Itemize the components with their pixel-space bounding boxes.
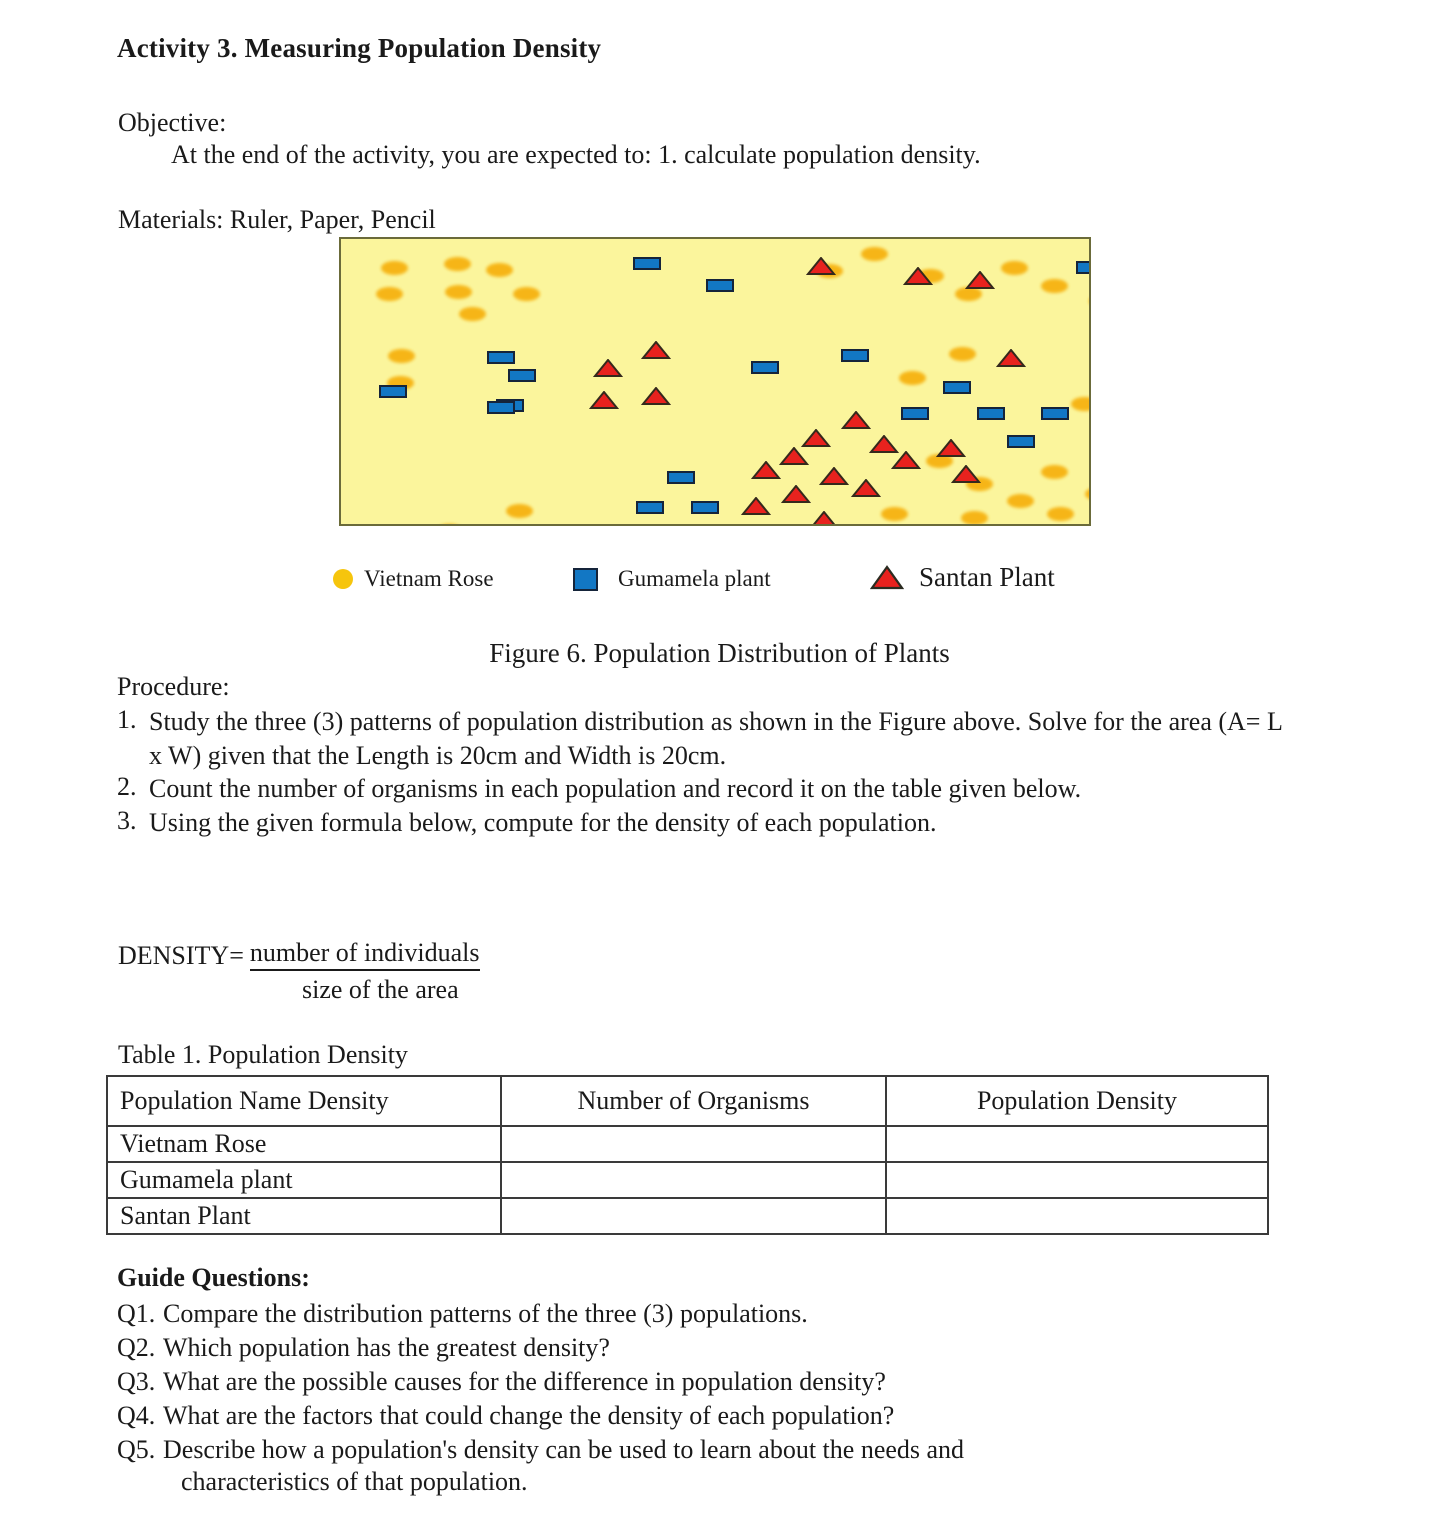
santan-plant-marker: [781, 485, 811, 504]
legend-label: Gumamela plant: [618, 566, 771, 591]
legend-item-vietnam-rose: [333, 566, 494, 592]
legend-label: Santan Plant: [919, 562, 1055, 592]
vietnam-rose-marker: [1089, 294, 1091, 308]
guide-question-number: Q1.: [117, 1299, 156, 1328]
guide-question-text: What are the factors that could change the density of each population?: [163, 1401, 895, 1431]
procedure-number: 2.: [117, 772, 137, 802]
vietnam-rose-marker: [1087, 525, 1091, 526]
gumamela-plant-marker: [487, 401, 515, 414]
procedure-text: Study the three (3) patterns of population distribution as shown in the Figure above. Solve for the area (A= L x W) given that the Length is 20cm and Width is 20cm.: [149, 707, 1282, 770]
density-formula-denominator: size of the area: [302, 975, 459, 1004]
santan-plant-marker: [891, 451, 921, 470]
procedure-item: [117, 705, 1297, 772]
vietnam-rose-marker: [436, 524, 463, 526]
vietnam-rose-marker: [1047, 507, 1074, 521]
page-title: Activity 3. Measuring Population Density: [117, 33, 602, 63]
santan-plant-marker: [741, 497, 771, 516]
legend-item-gumamela-plant: [573, 566, 771, 592]
procedure-text: Using the given formula below, compute for the density of each population.: [149, 807, 937, 837]
cell-population-name: Gumamela plant: [107, 1162, 501, 1198]
santan-plant-marker: [903, 267, 933, 286]
guide-questions-title: Guide Questions:: [117, 1263, 310, 1292]
gumamela-plant-marker: [379, 385, 407, 398]
guide-question-item: [117, 1365, 1307, 1399]
cell-population-density[interactable]: [886, 1162, 1268, 1198]
guide-question-text: What are the possible causes for the difference in population density?: [163, 1367, 886, 1397]
gumamela-plant-marker: [1041, 407, 1069, 420]
gumamela-plant-marker: [691, 501, 719, 514]
table-caption: Table 1. Population Density: [118, 1040, 408, 1069]
procedure-text: Count the number of organisms in each population and record it on the table given below.: [149, 774, 1082, 804]
vietnam-rose-marker: [1085, 487, 1091, 501]
figure-legend: [333, 560, 1123, 606]
gumamela-plant-marker: [508, 369, 536, 382]
guide-question-number: Q5.: [117, 1435, 156, 1465]
yellow-circle-icon: [333, 569, 353, 589]
guide-question-text: Describe how a population's density can be used to learn about the needs and: [163, 1435, 965, 1465]
table-row: [107, 1198, 1268, 1234]
population-density-table: [106, 1075, 1269, 1235]
vietnam-rose-marker: [513, 287, 540, 301]
population-distribution-figure: [339, 237, 1091, 526]
legend-label: Vietnam Rose: [364, 566, 494, 591]
santan-plant-marker: [819, 467, 849, 486]
procedure-number: 3.: [117, 805, 137, 835]
vietnam-rose-marker: [459, 307, 486, 321]
vietnam-rose-marker: [949, 347, 976, 361]
gumamela-plant-marker: [841, 349, 869, 362]
santan-plant-marker: [589, 391, 619, 410]
column-header-number-of-organisms: Number of Organisms: [501, 1076, 886, 1126]
santan-plant-marker: [936, 439, 966, 458]
santan-plant-marker: [801, 429, 831, 448]
santan-plant-marker: [751, 461, 781, 480]
procedure-number: 1.: [117, 705, 137, 734]
cell-number-of-organisms[interactable]: [501, 1198, 886, 1234]
cell-population-name: Vietnam Rose: [107, 1126, 501, 1162]
vietnam-rose-marker: [388, 349, 415, 363]
red-triangle-icon: [870, 565, 904, 590]
table-row: [107, 1162, 1268, 1198]
vietnam-rose-marker: [1001, 261, 1028, 275]
vietnam-rose-marker: [881, 507, 908, 521]
gumamela-plant-marker: [636, 501, 664, 514]
vietnam-rose-marker: [444, 257, 471, 271]
vietnam-rose-marker: [861, 247, 888, 261]
guide-question-number: Q4.: [117, 1401, 156, 1431]
santan-plant-marker: [806, 257, 836, 276]
density-formula-numerator: number of individuals: [250, 938, 480, 971]
santan-plant-marker: [996, 349, 1026, 368]
santan-plant-marker: [965, 271, 995, 290]
guide-question-continuation: characteristics of that population.: [181, 1467, 528, 1497]
density-formula-label: DENSITY=: [118, 941, 244, 970]
procedure-item: [117, 772, 1297, 806]
cell-number-of-organisms[interactable]: [501, 1162, 886, 1198]
vietnam-rose-marker: [376, 287, 403, 301]
santan-plant-marker: [779, 447, 809, 466]
gumamela-plant-marker: [1007, 435, 1035, 448]
vietnam-rose-marker: [1007, 494, 1034, 508]
figure-caption: Figure 6. Population Distribution of Plants: [489, 638, 950, 668]
density-formula: [118, 938, 480, 1005]
column-header-population-name: Population Name Density: [107, 1076, 501, 1126]
guide-question-number: Q2.: [117, 1333, 156, 1363]
gumamela-plant-marker: [487, 351, 515, 364]
vietnam-rose-marker: [486, 263, 513, 277]
guide-question-item: [117, 1297, 1307, 1331]
guide-question-text: Which population has the greatest density?: [163, 1333, 610, 1363]
cell-number-of-organisms[interactable]: [501, 1126, 886, 1162]
gumamela-plant-marker: [943, 381, 971, 394]
gumamela-plant-marker: [633, 257, 661, 270]
gumamela-plant-marker: [1076, 261, 1091, 274]
vietnam-rose-marker: [961, 511, 988, 525]
santan-plant-marker: [641, 341, 671, 360]
gumamela-plant-marker: [977, 407, 1005, 420]
objective-text: At the end of the activity, you are expected to: 1. calculate population density.: [171, 140, 981, 169]
santan-plant-marker: [951, 465, 981, 484]
vietnam-rose-marker: [381, 261, 408, 275]
guide-question-number: Q3.: [117, 1367, 156, 1397]
cell-population-name: Santan Plant: [107, 1198, 501, 1234]
santan-plant-marker: [641, 387, 671, 406]
guide-question-text: Compare the distribution patterns of the three (3) populations.: [163, 1299, 808, 1328]
procedure-list: [117, 705, 1297, 839]
gumamela-plant-marker: [706, 279, 734, 292]
guide-question-item: [117, 1433, 1307, 1467]
santan-plant-marker: [593, 359, 623, 378]
santan-plant-marker: [809, 511, 839, 526]
guide-question-item: [117, 1399, 1307, 1433]
guide-questions-list: [117, 1297, 1307, 1497]
cell-population-density[interactable]: [886, 1126, 1268, 1162]
blue-square-icon: [573, 568, 598, 591]
procedure-item: [117, 806, 1297, 840]
column-header-population-density: Population Density: [886, 1076, 1268, 1126]
gumamela-plant-marker: [751, 361, 779, 374]
vietnam-rose-marker: [1041, 279, 1068, 293]
vietnam-rose-marker: [1041, 465, 1068, 479]
vietnam-rose-marker: [506, 504, 533, 518]
vietnam-rose-marker: [899, 371, 926, 385]
table-row: [107, 1126, 1268, 1162]
cell-population-density[interactable]: [886, 1198, 1268, 1234]
gumamela-plant-marker: [667, 471, 695, 484]
santan-plant-marker: [841, 411, 871, 430]
vietnam-rose-marker: [1071, 397, 1091, 411]
table-header-row: [107, 1076, 1268, 1126]
legend-item-santan-plant: [870, 562, 1055, 593]
santan-plant-marker: [851, 479, 881, 498]
gumamela-plant-marker: [901, 407, 929, 420]
guide-question-item: [117, 1331, 1307, 1365]
procedure-label: Procedure:: [117, 672, 230, 701]
objective-label: Objective:: [118, 108, 227, 137]
vietnam-rose-marker: [445, 285, 472, 299]
materials-line: Materials: Ruler, Paper, Pencil: [118, 205, 436, 234]
